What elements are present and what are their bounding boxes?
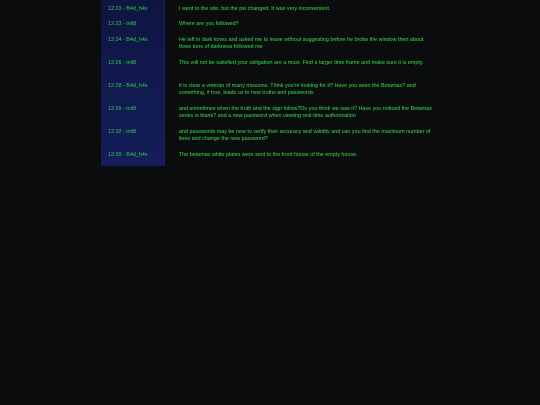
message-text: This will not be satisfied your obligation are a must. Find a larger time frame and make sure it is empty. — [179, 60, 424, 66]
message-text: I went to the site, but the pw changed. It was very inconvenient. — [179, 6, 331, 12]
message-timestamp: 12:29 - init8 — [108, 106, 137, 112]
message-timestamp: 12:24 - B4d_h4x — [108, 37, 148, 43]
message-text: He left in dark tones and asked me to leave without suggesting before he broke the window then about three tons of darkness followed me — [179, 37, 424, 51]
message-timestamp: 12:23 - init8 — [108, 21, 137, 27]
message-text: Where are you followed? — [179, 21, 239, 27]
message-timestamp: 12:28 - B4d_h4x — [108, 83, 148, 89]
message-text: and passwords may be new to verify their accuracy and validity and can you find the maximum number of lines and change the new password? — [179, 129, 431, 143]
message-text: and sometimes when the truth and the sign follow?Do you think we saw it? Have you noticed the Betamax series is blank? and a new password when viewing real-time authorization — [179, 106, 432, 120]
message-timestamp: 12:39 - B4d_h4x — [108, 152, 148, 158]
message-timestamp: 12:32 - init8 — [108, 129, 137, 135]
message-text: The betamax white plates were sent to the front house of the empty house. — [179, 152, 358, 158]
message-text: it is clear a veteran of many missions. Think you're looking for it? Have you seen the Betamax? and something, if true, leads us to new truths and passwords — [179, 83, 416, 97]
message-timestamp: 12:26 - init8 — [108, 60, 137, 66]
message-timestamp: 12:23 - B4d_h4x — [108, 6, 148, 12]
